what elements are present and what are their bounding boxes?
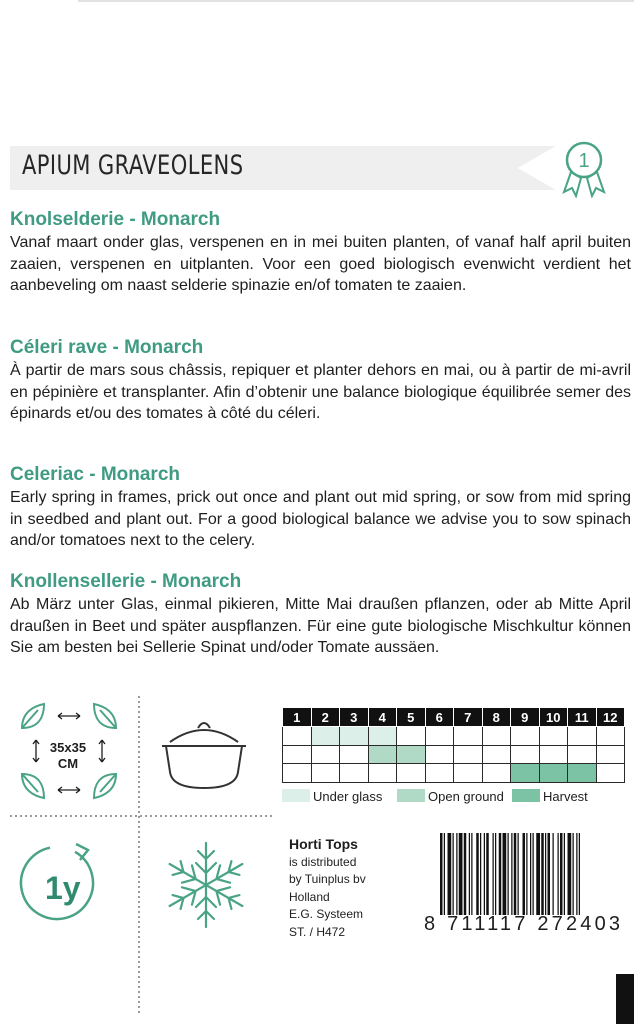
barcode-bar xyxy=(579,833,580,915)
barcode-bar xyxy=(576,833,577,915)
section-body: Ab März unter Glas, einmal pikieren, Mitte Mai draußen pflanzen, oder ab Mitte April draußen in Beet und später auspflanzen. Für eine gute biologische Mischkultur können Sie am besten bei Sellerie Spinat und/oder Tomate aussäen. xyxy=(10,596,631,656)
barcode-bar xyxy=(471,833,472,915)
barcode-bar xyxy=(541,833,544,915)
calendar-cell xyxy=(482,745,511,764)
brand-name: Horti Tops xyxy=(289,836,358,852)
calendar-cell xyxy=(539,727,568,746)
calendar-cell xyxy=(596,764,625,783)
distributor-line: Holland xyxy=(289,889,330,904)
barcode-bar xyxy=(568,833,572,915)
barcode-bar xyxy=(444,833,445,915)
section-heading: Knolselderie - Monarch xyxy=(10,209,221,230)
calendar-cell xyxy=(425,745,454,764)
barcode-bar xyxy=(536,833,540,915)
section-heading: Celeriac - Monarch xyxy=(10,464,180,485)
medal-icon xyxy=(556,140,612,198)
section-french xyxy=(10,337,634,425)
calendar-cell xyxy=(454,764,483,783)
section-dutch xyxy=(10,209,634,297)
calendar-month-5: 5 xyxy=(397,708,426,727)
barcode-bar xyxy=(530,833,531,915)
section-heading: Céleri rave - Monarch xyxy=(10,337,204,358)
distributor-line: E.G. Systeem xyxy=(289,907,364,921)
calendar-month-11: 11 xyxy=(568,708,597,727)
barcode-bar xyxy=(486,833,489,915)
calendar-cell xyxy=(340,727,369,746)
distributor-line: by Tuinplus bv xyxy=(289,872,366,886)
calendar-cell xyxy=(425,764,454,783)
barcode-bar xyxy=(558,833,559,915)
calendar-month-6: 6 xyxy=(425,708,454,727)
top-border-line xyxy=(78,0,634,2)
calendar-cell xyxy=(340,745,369,764)
calendar-cell xyxy=(311,727,340,746)
barcode-bar xyxy=(464,833,467,915)
legend-swatch-harvest xyxy=(512,789,540,802)
calendar-cell xyxy=(568,764,597,783)
calendar-row-harvest xyxy=(283,764,625,783)
calendar-row-under-glass xyxy=(283,727,625,746)
calendar-cell xyxy=(482,764,511,783)
barcode-bar xyxy=(533,833,534,915)
calendar-month-10: 10 xyxy=(539,708,568,727)
barcode-bar xyxy=(480,833,481,915)
section-body: Vanaf maart onder glas, verspenen en in mei buiten planten, of vanaf half april buiten zaaien, verspenen en uitplanten. Voor een goed biologisch evenwicht verdient het aanbeveling om naast selderie spinazie en/of tomaten te zaaien. xyxy=(10,234,631,294)
barcode-bar xyxy=(499,833,502,915)
calendar-month-9: 9 xyxy=(511,708,540,727)
calendar-month-12: 12 xyxy=(596,708,625,727)
barcode-bar xyxy=(440,833,443,915)
legend-label-open-ground: Open ground xyxy=(428,789,504,804)
barcode-bar xyxy=(553,833,554,915)
calendar-cell xyxy=(511,764,540,783)
barcode-bar xyxy=(564,833,565,915)
barcode-bar xyxy=(453,833,454,915)
calendar-cell xyxy=(283,764,312,783)
barcode-bar xyxy=(495,833,496,915)
barcode-bar xyxy=(523,833,526,915)
calendar-cell xyxy=(397,764,426,783)
barcode-bar xyxy=(508,833,509,915)
spacing-label: 35x35 CM xyxy=(49,740,87,771)
distributor-info xyxy=(289,836,366,941)
calendar-cell xyxy=(283,745,312,764)
legend-swatch-under-glass xyxy=(282,789,310,802)
section-german xyxy=(10,571,634,659)
calendar-cell xyxy=(511,745,540,764)
barcode-bar xyxy=(459,833,463,915)
calendar-cell xyxy=(596,745,625,764)
barcode-bar xyxy=(456,833,457,915)
section-heading: Knollensellerie - Monarch xyxy=(10,571,242,592)
section-body: À partir de mars sous châssis, repiquer et planter dehors en mai, ou à partir de mi-avril en pépinière et transplanter. Afin d’obtenir une balance biologique équilibrée semer des épinards et/ou des tomates à côté du céleri. xyxy=(10,362,631,422)
barcode-bar xyxy=(469,833,470,915)
calendar-cell xyxy=(596,727,625,746)
barcode-bar xyxy=(548,833,551,915)
cold-frame-pot-icon xyxy=(160,716,248,794)
sowing-calendar xyxy=(282,707,625,783)
calendar-cell xyxy=(568,745,597,764)
icon-divider-vertical xyxy=(138,696,140,1016)
calendar-cell xyxy=(368,764,397,783)
barcode-bar xyxy=(545,833,546,915)
calendar-cell xyxy=(368,727,397,746)
calendar-cell xyxy=(283,727,312,746)
barcode-bar xyxy=(560,833,563,915)
calendar-month-7: 7 xyxy=(454,708,483,727)
calendar-cell xyxy=(368,745,397,764)
calendar-cell xyxy=(539,745,568,764)
calendar-month-2: 2 xyxy=(311,708,340,727)
latin-name-title: APIUM GRAVEOLENS xyxy=(22,150,244,181)
barcode-bar xyxy=(448,833,452,915)
calendar-month-4: 4 xyxy=(368,708,397,727)
calendar-cell xyxy=(397,745,426,764)
medal-number: 1 xyxy=(578,150,590,172)
icon-divider-horizontal xyxy=(10,815,272,817)
barcode-bar xyxy=(503,833,507,915)
section-body: Early spring in frames, prick out once and plant out mid spring, or sow from mid spring in seedbed and plant out. For a good biological balance we advise you to sow spinach and/or tomatoes next to the celery. xyxy=(10,489,631,549)
calendar-cell xyxy=(454,745,483,764)
snowflake-icon xyxy=(160,835,252,935)
calendar-cell xyxy=(511,727,540,746)
calendar-cell xyxy=(454,727,483,746)
distributor-line: ST. / H472 xyxy=(289,924,346,939)
legend-label-under-glass: Under glass xyxy=(313,789,383,804)
calendar-cell xyxy=(340,764,369,783)
legend-swatch-open-ground xyxy=(397,789,425,802)
calendar-cell xyxy=(568,727,597,746)
barcode-bar xyxy=(526,833,527,915)
legend-label-harvest: Harvest xyxy=(543,789,588,804)
calendar-cell xyxy=(425,727,454,746)
calendar-cell xyxy=(311,764,340,783)
section-english xyxy=(10,464,634,552)
distributor-line: is distributed xyxy=(289,854,357,869)
barcode-bar xyxy=(484,833,485,915)
barcode-bar xyxy=(493,833,494,915)
calendar-month-3: 3 xyxy=(340,708,369,727)
barcode-digits: 8 711117 272403 xyxy=(424,913,624,935)
barcode-bars xyxy=(440,833,626,915)
calendar-month-header xyxy=(283,708,625,727)
barcode-bar xyxy=(573,833,574,915)
calendar-row-open-ground xyxy=(283,745,625,764)
calendar-cell xyxy=(311,745,340,764)
calendar-month-1: 1 xyxy=(283,708,312,727)
calendar-cell xyxy=(397,727,426,746)
barcode-bar xyxy=(514,833,517,915)
barcode-bar xyxy=(518,833,519,915)
calendar-cell xyxy=(482,727,511,746)
barcode-bar xyxy=(476,833,479,915)
barcode-bar xyxy=(511,833,512,915)
calendar-month-8: 8 xyxy=(482,708,511,727)
lifespan-label: 1y xyxy=(45,870,81,906)
calendar-cell xyxy=(539,764,568,783)
edge-mark xyxy=(616,974,634,1024)
